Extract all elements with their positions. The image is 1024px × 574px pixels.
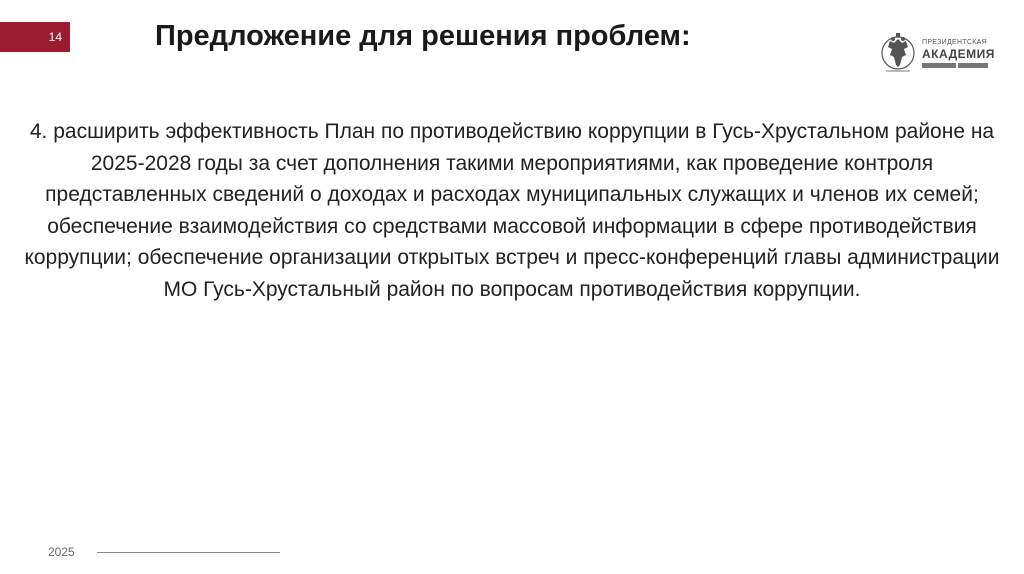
double-headed-eagle-icon [880, 27, 916, 79]
logo-bar [922, 63, 956, 68]
slide-body-text: 4. расширить эффективность План по противодействию коррупции в Гусь-Хрустальном районе на 2025-2028 годы за счет дополнения такими мероприятиями, как проведение контроля представленных сведений о доходах и расходах муниципальных служащих и членов их семей; обеспечение взаимодействия со средствами массовой информации в сфере противодействия коррупции; обеспечение организации открытых встреч и пресс-конференций главы администрации МО Гусь-Хрустальный район по вопросам противодействия коррупции. [24, 120, 1000, 301]
slide-number: 14 [48, 30, 62, 44]
slide-title: Предложение для решения проблем: [155, 20, 691, 52]
slide-number-badge [0, 22, 70, 52]
logo-bar [958, 63, 988, 68]
logo-bars [922, 63, 995, 68]
academy-logo [880, 24, 1000, 82]
footer-divider [97, 552, 280, 553]
footer-year: 2025 [48, 545, 75, 559]
logo-line-1: ПРЕЗИДЕНТСКАЯ [922, 38, 987, 46]
logo-text [922, 39, 995, 68]
logo-line-2: АКАДЕМИЯ [922, 46, 995, 61]
